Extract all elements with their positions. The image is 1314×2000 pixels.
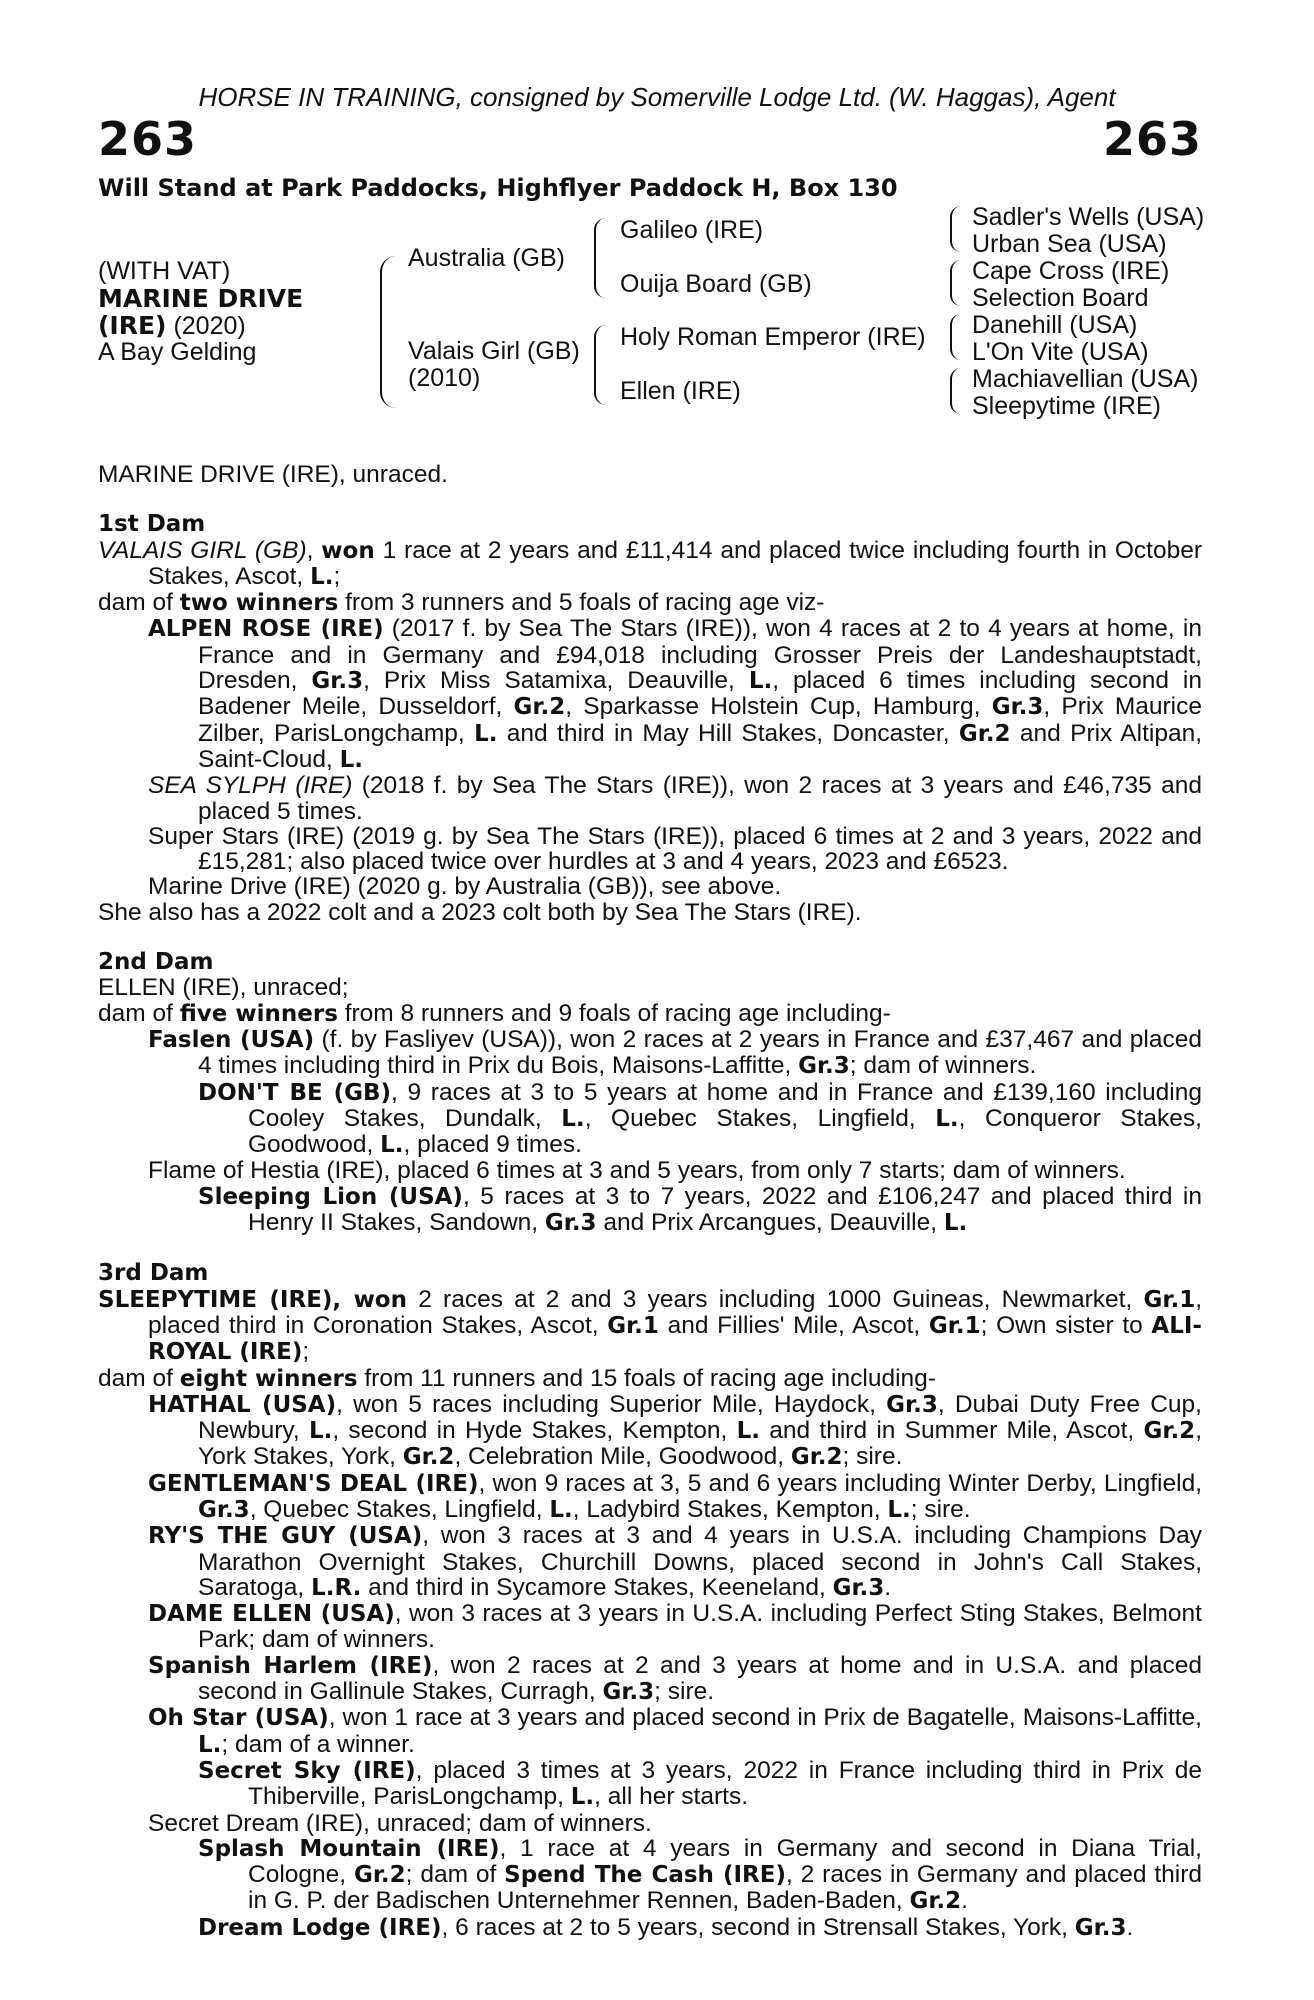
granddam-4: Sleepytime (IRE) xyxy=(972,392,1161,420)
splash-mountain-entry: Splash Mountain (IRE), 1 race at 4 years in Germany and second in Diana Trial, Cologne, Gr.2; dam of Spend The Cash (IRE), 2 races in Germany and placed third in G. P. der Badischen Unternehmer Rennen, Baden-Baden, Gr.2. xyxy=(198,1834,1203,1915)
dream-lodge-entry: Dream Lodge (IRE), 6 races at 2 to 5 years, second in Strensall Stakes, York, Gr.3. xyxy=(198,1913,1134,1941)
flame-of-hestia-entry: Flame of Hestia (IRE), placed 6 times at 3 and 5 years, from only 7 starts; dam of winners. xyxy=(148,1157,1126,1185)
super-stars-entry: Super Stars (IRE) (2019 g. by Sea The Stars (IRE)), placed 6 times at 2 and 3 years, 2022 and £15,281; also placed twice over hurdles at 3 and 4 years, 2023 and £6523. xyxy=(148,822,1202,876)
gentlemans-deal-entry: GENTLEMAN'S DEAL (IRE), won 9 races at 3, 5 and 6 years including Winter Derby, Lingfield, Gr.3, Quebec Stakes, Lingfield, L., Ladybird Stakes, Kempton, L.; sire. xyxy=(148,1469,1203,1523)
alpen-rose-entry: ALPEN ROSE (IRE) (2017 f. by Sea The Stars (IRE)), won 4 races at 2 to 4 years at home, in France and in Germany and £94,018 including Grosser Preis der Landeshauptstadt, Dresden, Gr.3, Prix Miss Satamixa, Deauville, L., placed 6 times including second in Badener Meile, Dusseldorf, Gr.2, Sparkasse Holstein Cup, Hamburg, Gr.3, Prix Maurice Zilber, ParisLongchamp, L. and third in May Hill Stakes, Doncaster, Gr.2 and Prix Altipan, Saint-Cloud, L. xyxy=(148,615,1202,773)
first-dam-entry: VALAIS GIRL (GB), won 1 race at 2 years and £11,414 and placed twice including fourth in October Stakes, Ascot, L.; xyxy=(98,536,1203,590)
first-dam-also: She also has a 2022 colt and a 2023 colt both by Sea The Stars (IRE). xyxy=(98,898,862,926)
granddam-1: Urban Sea (USA) xyxy=(972,230,1167,258)
sleeping-lion-entry: Sleeping Lion (USA), 5 races at 3 to 7 years, 2022 and £106,247 and placed third in Henry II Stakes, Sandown, Gr.3 and Prix Arcangues, Deauville, L. xyxy=(198,1182,1202,1237)
pedigree-brace-g4 xyxy=(950,368,961,414)
third-dam-produce: dam of eight winners from 11 runners and 15 foals of racing age including- xyxy=(98,1364,936,1392)
sire: Australia (GB) xyxy=(408,244,565,272)
spanish-harlem-entry: Spanish Harlem (IRE), won 2 races at 2 and 3 years at home and in U.S.A. and placed second in Gallinule Stakes, Curragh, Gr.3; sire. xyxy=(148,1651,1202,1706)
sire-dam: Ouija Board (GB) xyxy=(620,270,812,298)
rys-the-guy-entry: RY'S THE GUY (USA), won 3 races at 3 and 4 years in U.S.A. including Champions Day Marathon Overnight Stakes, Churchill Downs, placed second in John's Call Stakes, Saratoga, L.R. and third in Sycamore Stakes, Keeneland, Gr.3. xyxy=(148,1522,1202,1601)
secret-dream-entry: Secret Dream (IRE), unraced; dam of winners. xyxy=(148,1809,652,1837)
consignor-header: HORSE IN TRAINING, consigned by Somerville Lodge Ltd. (W. Haggas), Agent xyxy=(198,82,1116,112)
dam: Valais Girl (GB) xyxy=(408,337,580,365)
first-dam-produce: dam of two winners from 3 runners and 5 foals of racing age viz- xyxy=(98,589,825,617)
horse-origin: (IRE) (2020) xyxy=(98,311,246,340)
grandsire-1: Sadler's Wells (USA) xyxy=(972,203,1205,231)
vat-label: (WITH VAT) xyxy=(98,257,231,285)
third-dam-heading: 3rd Dam xyxy=(98,1260,209,1287)
sea-sylph-entry: SEA SYLPH (IRE) (2018 f. by Sea The Stars (IRE)), won 2 races at 3 years and £46,735 and placed 5 times. xyxy=(148,772,1202,825)
dam-dam: Ellen (IRE) xyxy=(620,377,741,405)
lot-number-left: 263 xyxy=(98,112,198,166)
dam-year: (2010) xyxy=(408,364,481,392)
oh-star-entry: Oh Star (USA), won 1 race at 3 years and placed second in Prix de Bagatelle, Maisons-Laffitte, L.; dam of a winner. xyxy=(148,1704,1202,1758)
second-dam-entry: ELLEN (IRE), unraced; xyxy=(98,974,349,1002)
horse-name: MARINE DRIVE xyxy=(98,284,304,313)
grandsire-3: Danehill (USA) xyxy=(972,311,1138,339)
grandsire-2: Cape Cross (IRE) xyxy=(972,257,1170,285)
granddam-3: L'On Vite (USA) xyxy=(972,338,1149,366)
granddam-2: Selection Board xyxy=(972,284,1149,312)
dam-sire: Holy Roman Emperor (IRE) xyxy=(620,323,926,351)
pedigree-brace-main xyxy=(380,256,396,408)
pedigree-brace-dam xyxy=(594,325,606,405)
pedigree-brace-sire xyxy=(594,218,606,298)
intro-line: MARINE DRIVE (IRE), unraced. xyxy=(98,461,448,488)
pedigree-brace-g3 xyxy=(950,314,961,360)
sire-sire: Galileo (IRE) xyxy=(620,216,764,244)
horse-description: A Bay Gelding xyxy=(98,338,257,366)
faslen-entry: Faslen (USA) (f. by Fasliyev (USA)), won 2 races at 2 years in France and £37,467 and placed 4 times including third in Prix du Bois, Maisons-Laffitte, Gr.3; dam of winners. xyxy=(148,1025,1202,1080)
second-dam-heading: 2nd Dam xyxy=(98,949,214,976)
third-dam-entry: SLEEPYTIME (IRE), won 2 races at 2 and 3 years including 1000 Guineas, Newmarket, Gr.1, placed third in Coronation Stakes, Ascot, Gr.1 and Fillies' Mile, Ascot, Gr.1; Own sister to ALI-ROYAL (IRE); xyxy=(98,1285,1203,1366)
lot-number-right: 263 xyxy=(1102,112,1202,166)
first-dam-heading: 1st Dam xyxy=(98,511,206,538)
pedigree-brace-g2 xyxy=(950,260,961,306)
marine-drive-entry: Marine Drive (IRE) (2020 g. by Australia (GB)), see above. xyxy=(148,873,782,901)
stand-location: Will Stand at Park Paddocks, Highflyer Paddock H, Box 130 xyxy=(98,174,898,202)
catalogue-body xyxy=(98,462,1202,1941)
dont-be-entry: DON'T BE (GB), 9 races at 3 to 5 years at home and in France and £139,160 including Cooley Stakes, Dundalk, L., Quebec Stakes, Lingfield, L., Conqueror Stakes, Goodwood, L., placed 9 times. xyxy=(198,1078,1202,1159)
second-dam-produce: dam of five winners from 8 runners and 9 foals of racing age including- xyxy=(98,999,891,1027)
secret-sky-entry: Secret Sky (IRE), placed 3 times at 3 years, 2022 in France including third in Prix de Thiberville, ParisLongchamp, L., all her starts. xyxy=(198,1756,1202,1811)
pedigree-brace-g1 xyxy=(950,206,961,252)
dame-ellen-entry: DAME ELLEN (USA), won 3 races at 3 years in U.S.A. including Perfect Sting Stakes, Belmont Park; dam of winners. xyxy=(148,1600,1202,1654)
grandsire-4: Machiavellian (USA) xyxy=(972,365,1199,393)
hathal-entry: HATHAL (USA), won 5 races including Superior Mile, Haydock, Gr.3, Dubai Duty Free Cup, Newbury, L., second in Hyde Stakes, Kempton, L. and third in Summer Mile, Ascot, Gr.2, York Stakes, York, Gr.2, Celebration Mile, Goodwood, Gr.2; sire. xyxy=(148,1390,1202,1471)
